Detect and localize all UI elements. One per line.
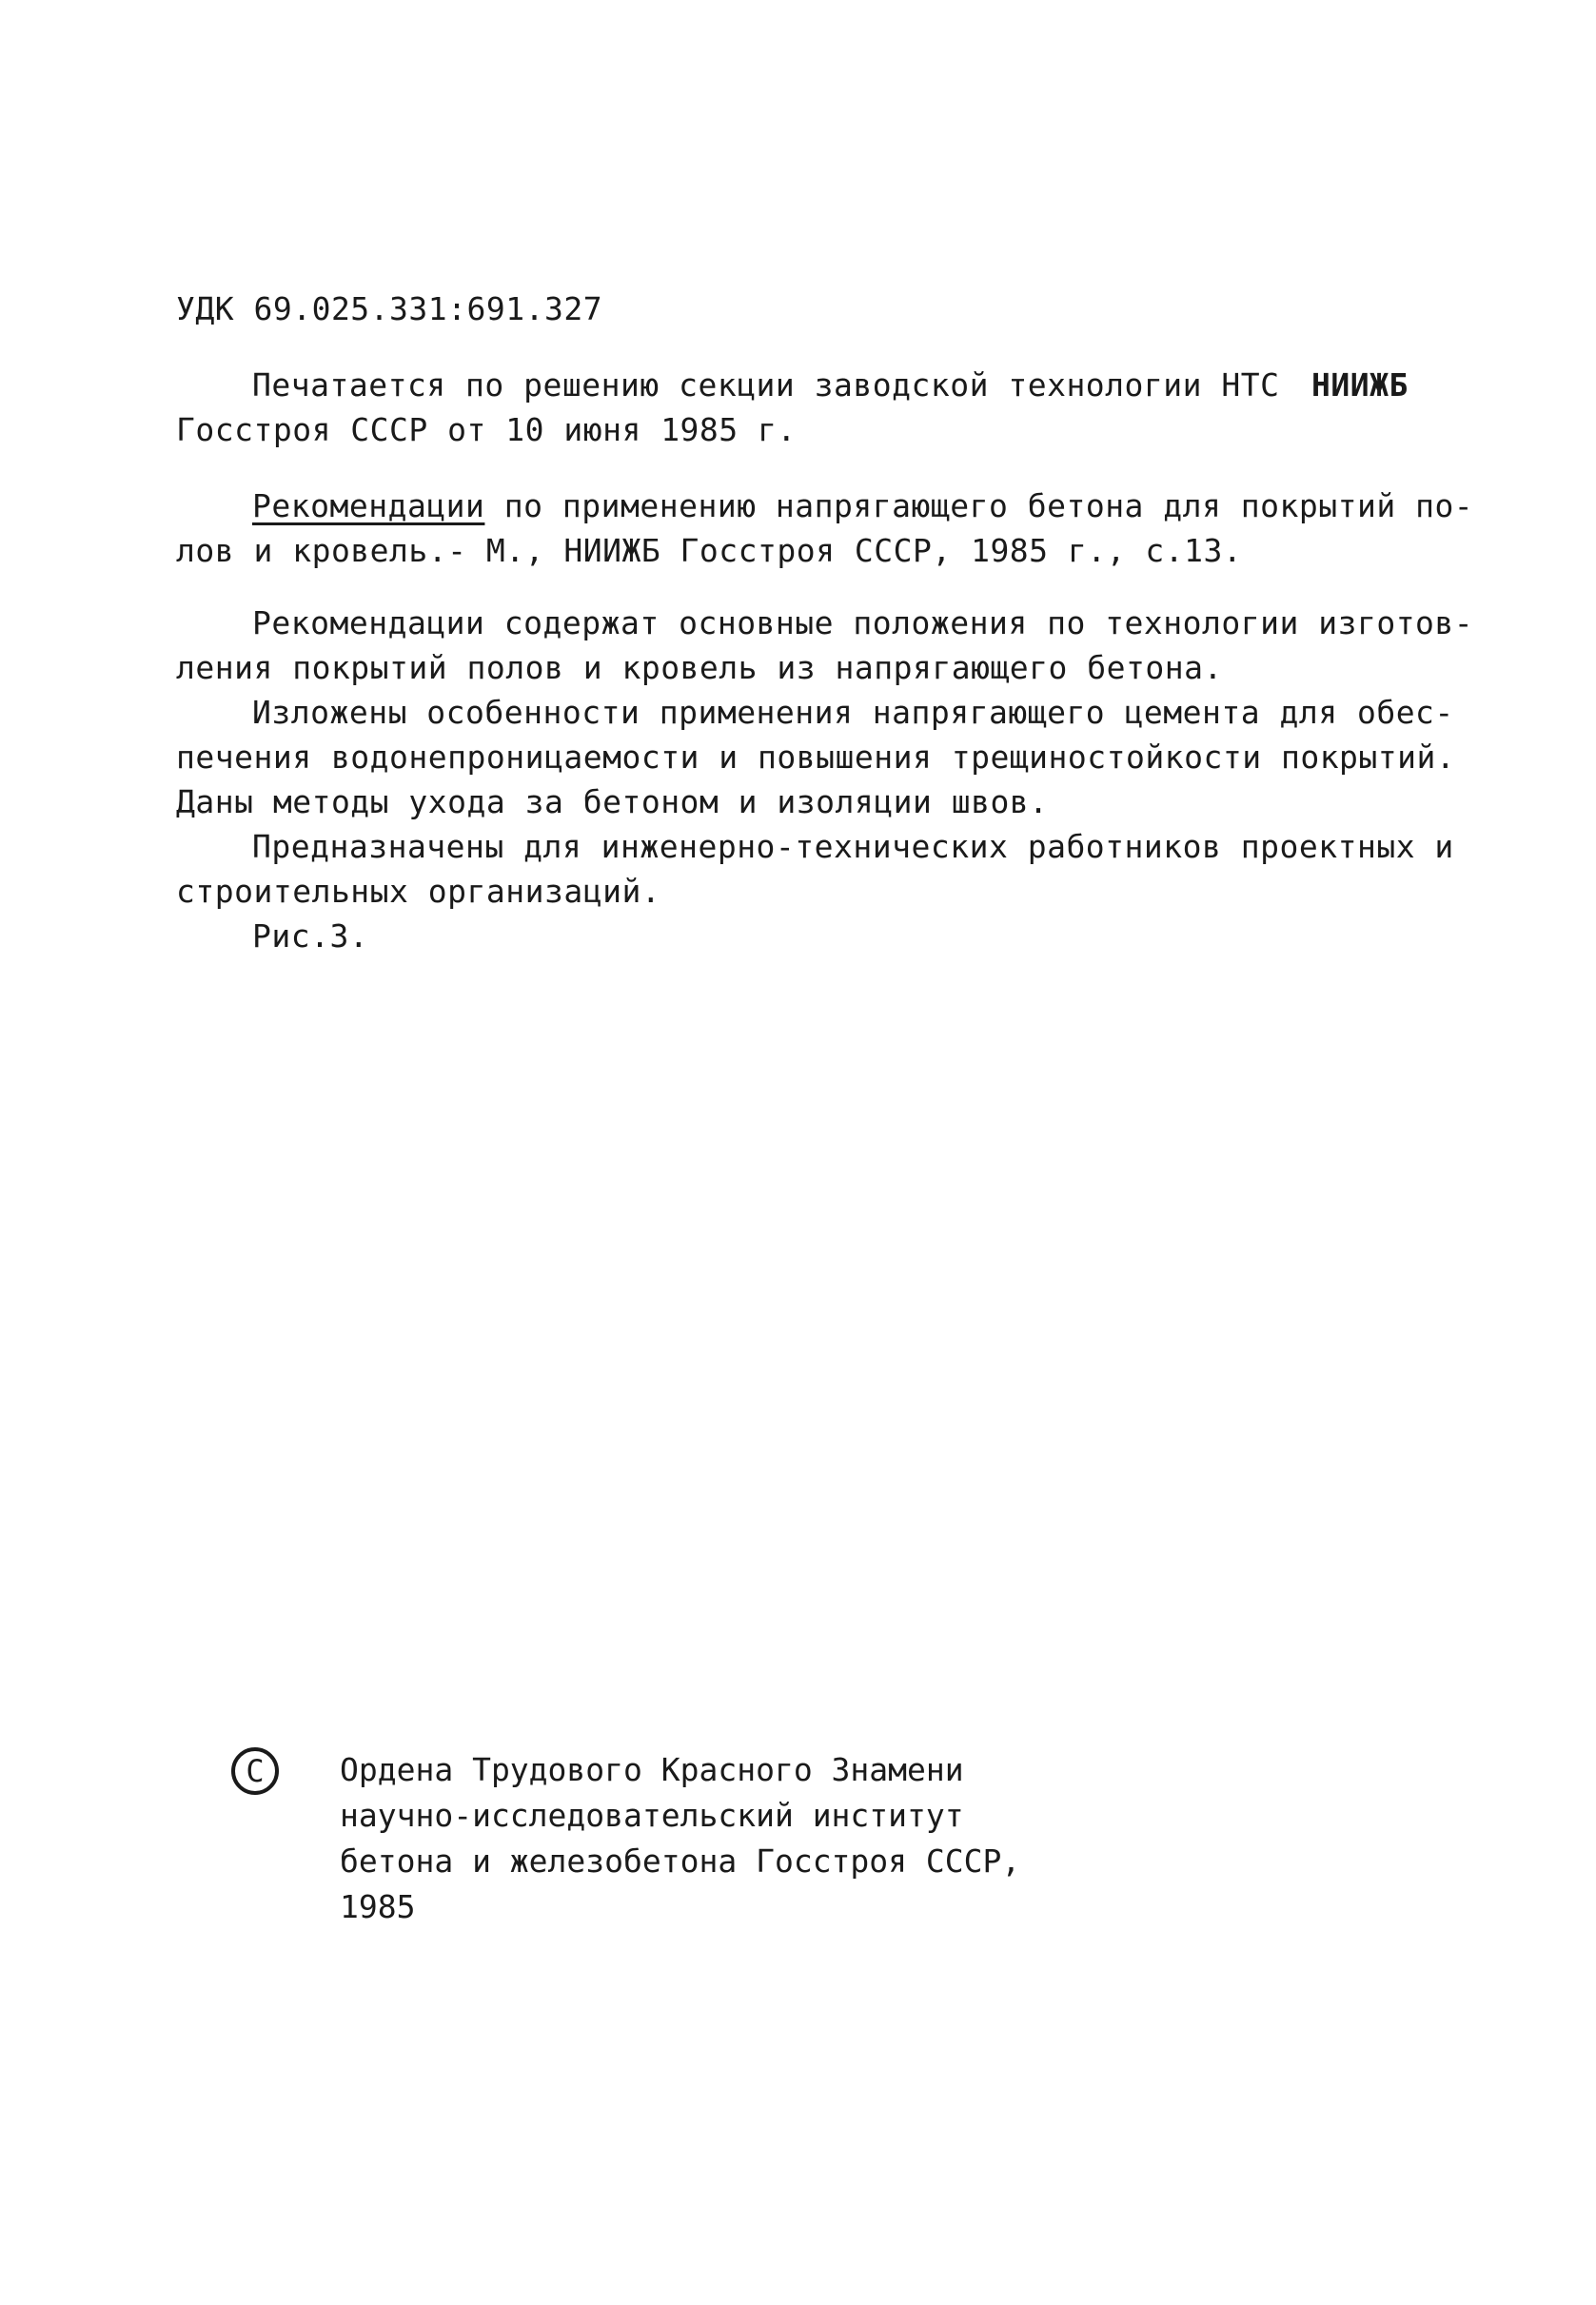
imprint-year: 1985 xyxy=(340,1888,416,1925)
abstract-line-6: Предназначены для инженерно-технических работников проектных и xyxy=(252,828,1454,865)
bibliography-title-word: Рекомендации xyxy=(252,487,485,524)
copyright-icon: C xyxy=(231,1747,279,1795)
abstract-line-5: Даны методы ухода за бетоном и изоляции швов. xyxy=(176,783,1049,820)
imprint-line-2: научно-исследовательский институт xyxy=(340,1797,964,1834)
bibliography-line-1 xyxy=(252,485,1473,527)
print-decision-line-1: Печатается по решению секции заводской технологии НТС xyxy=(252,366,1280,404)
print-decision-institute: НИИЖБ xyxy=(1311,366,1409,404)
abstract-line-2: ления покрытий полов и кровель из напрягающего бетона. xyxy=(176,649,1223,686)
udk-code: УДК 69.025.331:691.327 xyxy=(176,290,603,327)
bibliography-line-2: лов и кровель.- М., НИИЖБ Госстроя СССР, 1985 г., с.13. xyxy=(176,532,1243,569)
imprint-line-3: бетона и железобетона Госстроя СССР, xyxy=(340,1842,1021,1880)
abstract-line-7: строительных организаций. xyxy=(176,873,661,910)
abstract-line-3: Изложены особенности применения напрягающего цемента для обес- xyxy=(252,694,1454,731)
abstract-line-1: Рекомендации содержат основные положения по технологии изготов- xyxy=(252,604,1474,641)
bibliography-line-1-rest: по применению напрягающего бетона для покрытий по- xyxy=(484,487,1474,524)
abstract-line-4: печения водонепроницаемости и повышения трещиностойкости покрытий. xyxy=(176,739,1456,776)
imprint-line-1: Ордена Трудового Красного Знамени xyxy=(340,1751,964,1788)
figures-count: Рис.3. xyxy=(252,917,369,955)
print-decision-line-2: Госстроя СССР от 10 июня 1985 г. xyxy=(176,411,797,448)
